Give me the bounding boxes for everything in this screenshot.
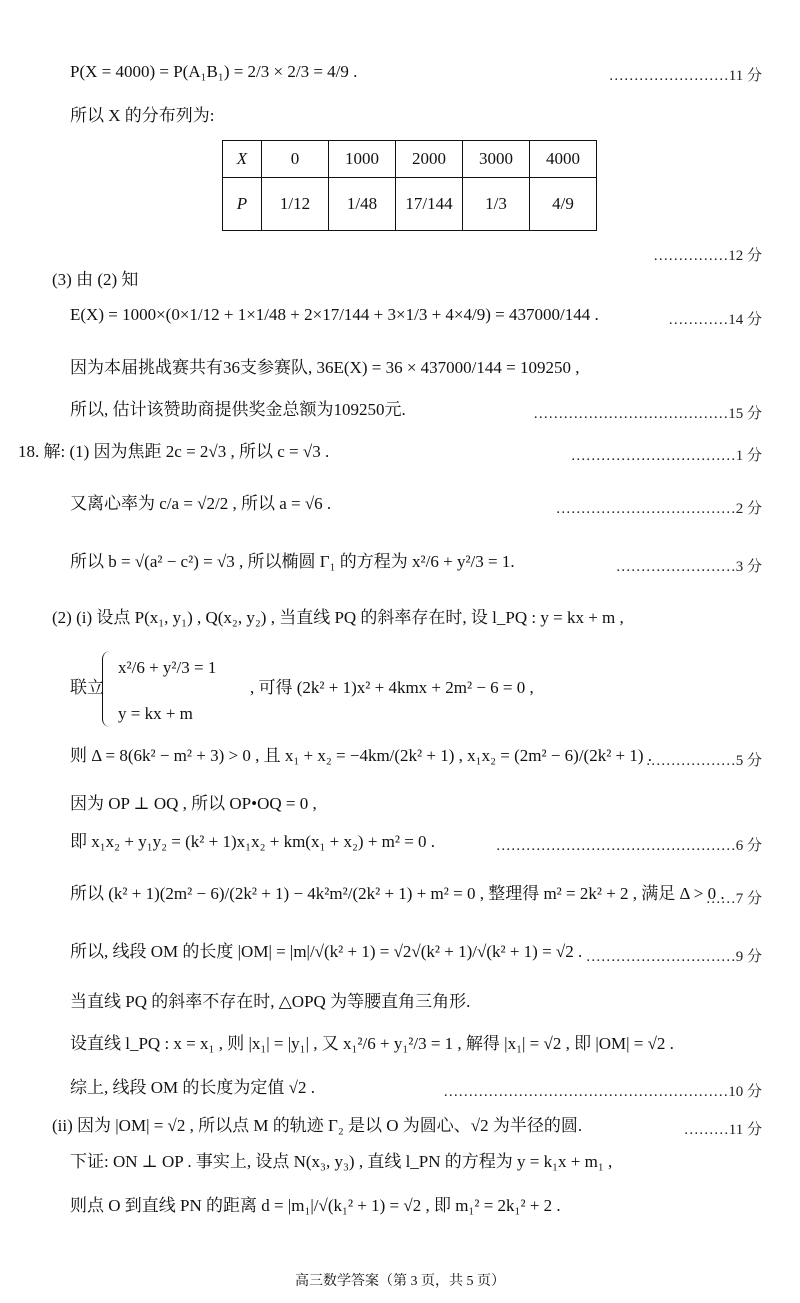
- table-cell: 1000: [329, 141, 396, 178]
- equation-brace: [102, 651, 113, 727]
- page-footer: 高三数学答案（第 3 页，共 5 页）: [295, 1274, 505, 1289]
- points-3: ……………………3 分: [615, 559, 762, 575]
- points-5: ………………5 分: [645, 753, 762, 769]
- line-03: (3) 由 (2) 知: [52, 270, 139, 289]
- line-18: 设直线 l_PQ : x = x₁ , 则 |x₁| = |y₁| , 又 x₁²/6 + y₁²/3 = 1 , 解得 |x₁| = √2 , 即 |OM| = √2 .: [70, 1034, 674, 1053]
- line-14: 即 x₁x₂ + y₁y₂ = (k² + 1)x₁x₂ + km(x₁ + x₂) + m² = 0 .: [70, 832, 436, 851]
- line-22: 则点 O 到直线 PN 的距离 d = |m₁|/√(k₁² + 1) = √2 , 即 m₁² = 2k₁² + 2 .: [70, 1196, 561, 1215]
- points-11b: ………11 分: [683, 1122, 762, 1138]
- line-09: 所以 b = √(a² − c²) = √3 , 所以椭圆 Γ₁ 的方程为 x²/6 + y²/3 = 1.: [70, 552, 515, 571]
- line-19: 综上, 线段 OM 的长度为定值 √2 .: [70, 1078, 315, 1097]
- line-11-eq1: x²/6 + y²/3 = 1: [118, 658, 217, 677]
- points-11a: ……………………11 分: [608, 68, 762, 84]
- line-07: 18. 解: (1) 因为焦距 2c = 2√3 , 所以 c = √3 .: [18, 442, 330, 461]
- table-cell: 4000: [530, 141, 597, 178]
- table-cell: 3000: [463, 141, 530, 178]
- line-04: E(X) = 1000×(0×1/12 + 1×1/48 + 2×17/144 + 3×1/3 + 4×4/9) = 437000/144 .: [70, 305, 599, 324]
- table-cell: 4/9: [530, 178, 597, 231]
- line-08: 又离心率为 c/a = √2/2 , 所以 a = √6 .: [70, 494, 332, 513]
- points-2: ………………………………2 分: [555, 501, 762, 517]
- line-21: 下证: ON ⊥ OP . 事实上, 设点 N(x₃, y₃) , 直线 l_PN 的方程为 y = k₁x + m₁ ,: [70, 1152, 613, 1171]
- table-row: [223, 178, 597, 231]
- points-7: ……7 分: [705, 891, 762, 907]
- line-11-label: 联立: [70, 678, 104, 697]
- points-10: …………………………………………………10 分: [443, 1084, 762, 1100]
- table-cell: 1/48: [329, 178, 396, 231]
- line-11-result: , 可得 (2k² + 1)x² + 4kmx + 2m² − 6 = 0 ,: [250, 678, 534, 697]
- distribution-table: [222, 140, 597, 231]
- line-17: 当直线 PQ 的斜率不存在时, △OPQ 为等腰直角三角形.: [70, 992, 471, 1011]
- points-15: …………………………………15 分: [533, 406, 762, 422]
- line-06: 所以, 估计该赞助商提供奖金总额为109250元.: [70, 400, 406, 419]
- table-cell: 0: [262, 141, 329, 178]
- line-02: 所以 X 的分布列为:: [70, 106, 215, 125]
- table-cell: 2000: [396, 141, 463, 178]
- table-cell: 1/3: [463, 178, 530, 231]
- line-11-eq2: y = kx + m: [118, 704, 193, 723]
- points-9: …………………………9 分: [585, 949, 762, 965]
- line-12: 则 Δ = 8(6k² − m² + 3) > 0 , 且 x₁ + x₂ = −4km/(2k² + 1) , x₁x₂ = (2m² − 6)/(2k² + 1) .: [70, 746, 653, 765]
- table-cell: P: [223, 178, 262, 231]
- line-01: P(X = 4000) = P(A₁B₁) = 2/3 × 2/3 = 4/9 .: [70, 62, 358, 81]
- table-cell: 17/144: [396, 178, 463, 231]
- points-6: …………………………………………6 分: [495, 838, 762, 854]
- line-05: 因为本届挑战赛共有36支参赛队, 36E(X) = 36 × 437000/144 = 109250 ,: [70, 358, 580, 377]
- table-header-row: [223, 141, 597, 178]
- points-12: ……………12 分: [653, 248, 762, 264]
- line-10: (2) (i) 设点 P(x₁, y₁) , Q(x₂, y₂) , 当直线 PQ 的斜率存在时, 设 l_PQ : y = kx + m ,: [52, 608, 624, 627]
- points-1: ……………………………1 分: [570, 448, 762, 464]
- line-20: (ii) 因为 |OM| = √2 , 所以点 M 的轨迹 Γ₂ 是以 O 为圆心、√2 为半径的圆.: [52, 1116, 583, 1135]
- line-13: 因为 OP ⊥ OQ , 所以 OP•OQ = 0 ,: [70, 794, 317, 813]
- table-cell: X: [223, 141, 262, 178]
- line-15: 所以 (k² + 1)(2m² − 6)/(2k² + 1) − 4k²m²/(2k² + 1) + m² = 0 , 整理得 m² = 2k² + 2 , 满足 Δ > 0 .: [70, 884, 725, 903]
- table-cell: 1/12: [262, 178, 329, 231]
- points-14: …………14 分: [668, 312, 762, 328]
- line-16: 所以, 线段 OM 的长度 |OM| = |m|/√(k² + 1) = √2√(k² + 1)/√(k² + 1) = √2 .: [70, 942, 583, 961]
